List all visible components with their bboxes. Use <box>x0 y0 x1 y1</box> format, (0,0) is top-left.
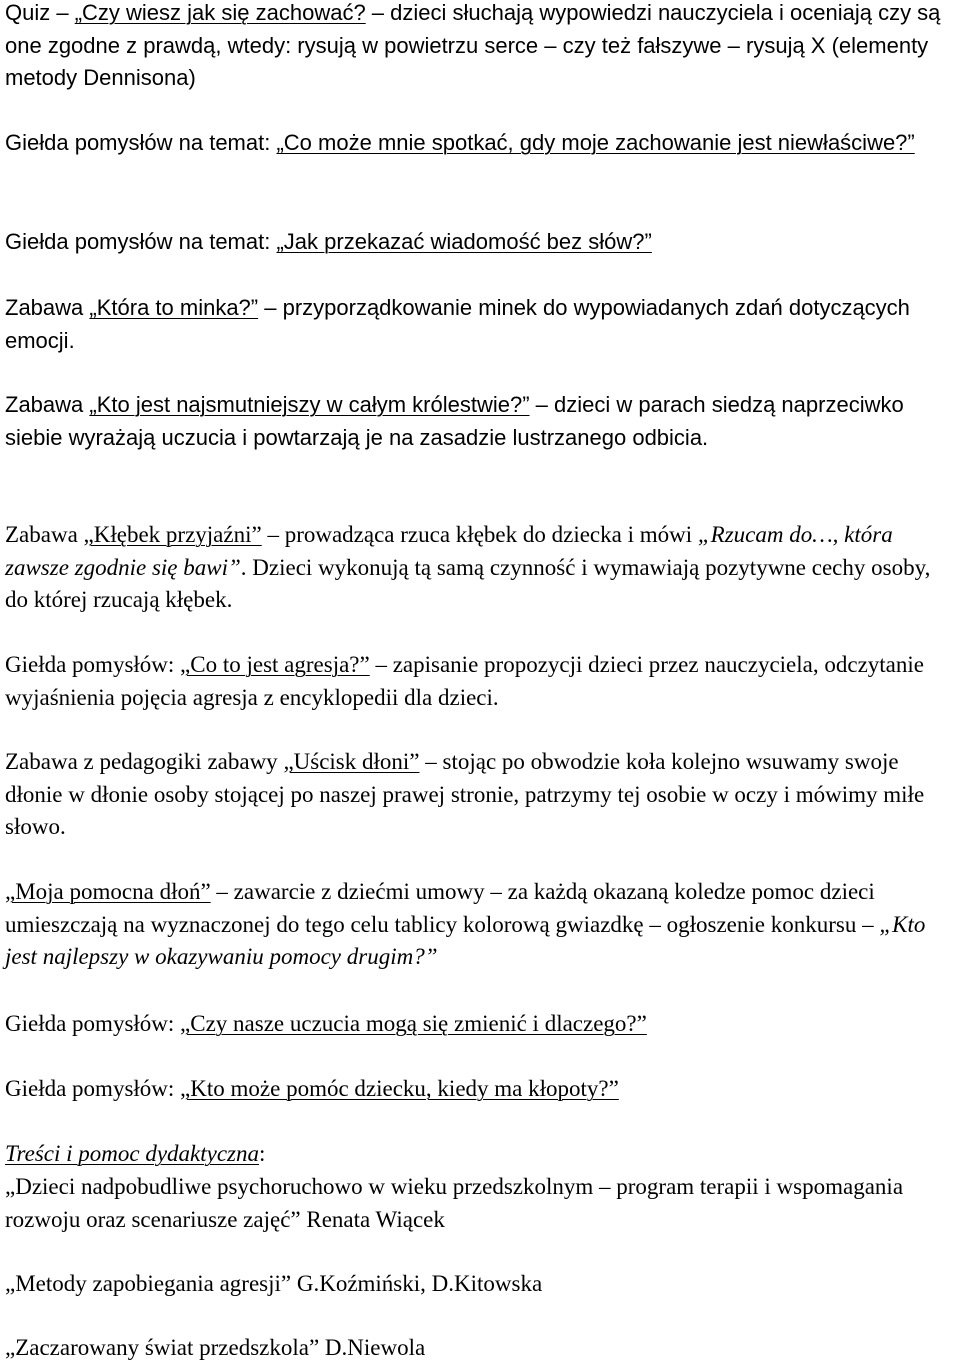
topic-title: „Kto może pomóc dziecku, kiedy ma kłopoty?” <box>180 1076 619 1101</box>
game-title: „Uścisk dłoni” <box>283 749 420 774</box>
text: Giełda pomysłów: <box>5 1011 181 1036</box>
text: Quiz – <box>5 0 75 25</box>
paragraph-uscisk-dloni <box>5 746 955 844</box>
paragraph-zabawa-minka <box>5 292 955 357</box>
text: : <box>259 1141 266 1166</box>
text: . Dzieci wykonują tą samą czynność i wymawiają pozytywne cechy osoby, do której rzucają kłębek. <box>5 554 931 613</box>
text: Zabawa <box>5 295 90 320</box>
paragraph-uczucia <box>5 1008 955 1041</box>
text: Zabawa z pedagogiki zabawy <box>5 749 284 774</box>
quiz-title: „Czy wiesz jak się zachować? <box>74 0 366 25</box>
topic-title: „Czy nasze uczucia mogą się zmienić i dlaczego?” <box>180 1011 647 1036</box>
text: – dzieci słuchają wypowiedzi nauczyciela i oceniają czy są one zgodne z prawdą, wtedy: rysują w powietrzu serce – czy też fałszywe – rysują X (elementy metody Dennisona) <box>5 0 941 91</box>
text: – zapisanie propozycji dzieci przez nauczyciela, odczytanie wyjaśnienia pojęcia agresja z encyklopedii dla dzieci. <box>5 652 924 710</box>
program-title: „Moja pomocna dłoń” <box>5 879 211 904</box>
bibliography-item: „Metody zapobiegania agresji” G.Koźmiński, D.Kitowska <box>5 1271 543 1296</box>
game-title: „Kto jest najsmutniejszy w całym królestwie?” <box>89 392 530 417</box>
text: – zawarcie z dziećmi umowy – za każdą okazaną koledze pomoc dzieci umieszczają na wyznaczonej do tego celu tablicy kolorową gwiazdkę – ogłoszenie konkursu – <box>5 879 880 937</box>
topic-title: „Co może mnie spotkać, gdy moje zachowanie jest niewłaściwe?” <box>276 130 915 155</box>
text: Giełda pomysłów: <box>5 652 181 677</box>
paragraph-zabawa-krolestwo <box>5 389 955 454</box>
game-title: „Która to minka?” <box>89 295 259 320</box>
bibliography-item: „Dzieci nadpobudliwe psychoruchowo w wieku przedszkolnym – program terapii i wspomagania rozwoju oraz scenariusze zajęć” Renata Wiącek <box>5 1174 904 1232</box>
text: – przyporządkowanie minek do wypowiadanych zdań dotyczących emocji. <box>5 295 910 353</box>
paragraph-zabawa-klebek <box>5 519 955 617</box>
paragraph-pomocna-dlon <box>5 876 955 974</box>
paragraph-gielda-2 <box>5 226 955 259</box>
contest-title: „Kto jest najlepszy w okazywaniu pomocy drugim?” <box>5 911 926 970</box>
paragraph-klopoty <box>5 1073 955 1106</box>
topic-title: „Jak przekazać wiadomość bez słów?” <box>276 229 652 254</box>
text: Giełda pomysłów: <box>5 1076 181 1101</box>
paragraph-gielda-1 <box>5 127 955 160</box>
text: Zabawa <box>5 522 84 547</box>
text: Giełda pomysłów na temat: <box>5 130 277 155</box>
heading-text: Treści i pomoc dydaktyczna <box>5 1141 260 1166</box>
text: – stojąc po obwodzie koła kolejno wsuwamy swoje dłonie w dłonie osoby stojącej po naszej prawej stronie, patrzymy tej osobie w oczy i mówimy miłe słowo. <box>5 749 925 840</box>
text: Zabawa <box>5 392 90 417</box>
paragraph-agresja <box>5 649 955 714</box>
bibliography-item: „Zaczarowany świat przedszkola” D.Niewola <box>5 1335 426 1360</box>
text: – dzieci w parach siedzą naprzeciwko siebie wyrażają uczucia i powtarzają je na zasadzie lustrzanego odbicia. <box>5 392 904 450</box>
topic-title: „Co to jest agresja?” <box>180 652 370 677</box>
text: Giełda pomysłów na temat: <box>5 229 277 254</box>
paragraph-quiz <box>5 0 955 95</box>
section-heading <box>5 1138 955 1171</box>
game-title: „Kłębek przyjaźni” <box>83 522 262 547</box>
text: – prowadząca rzuca kłębek do dziecka i mówi <box>261 522 698 547</box>
quote: „Rzucam do…, która zawsze zgodnie się bawi” <box>5 522 893 580</box>
